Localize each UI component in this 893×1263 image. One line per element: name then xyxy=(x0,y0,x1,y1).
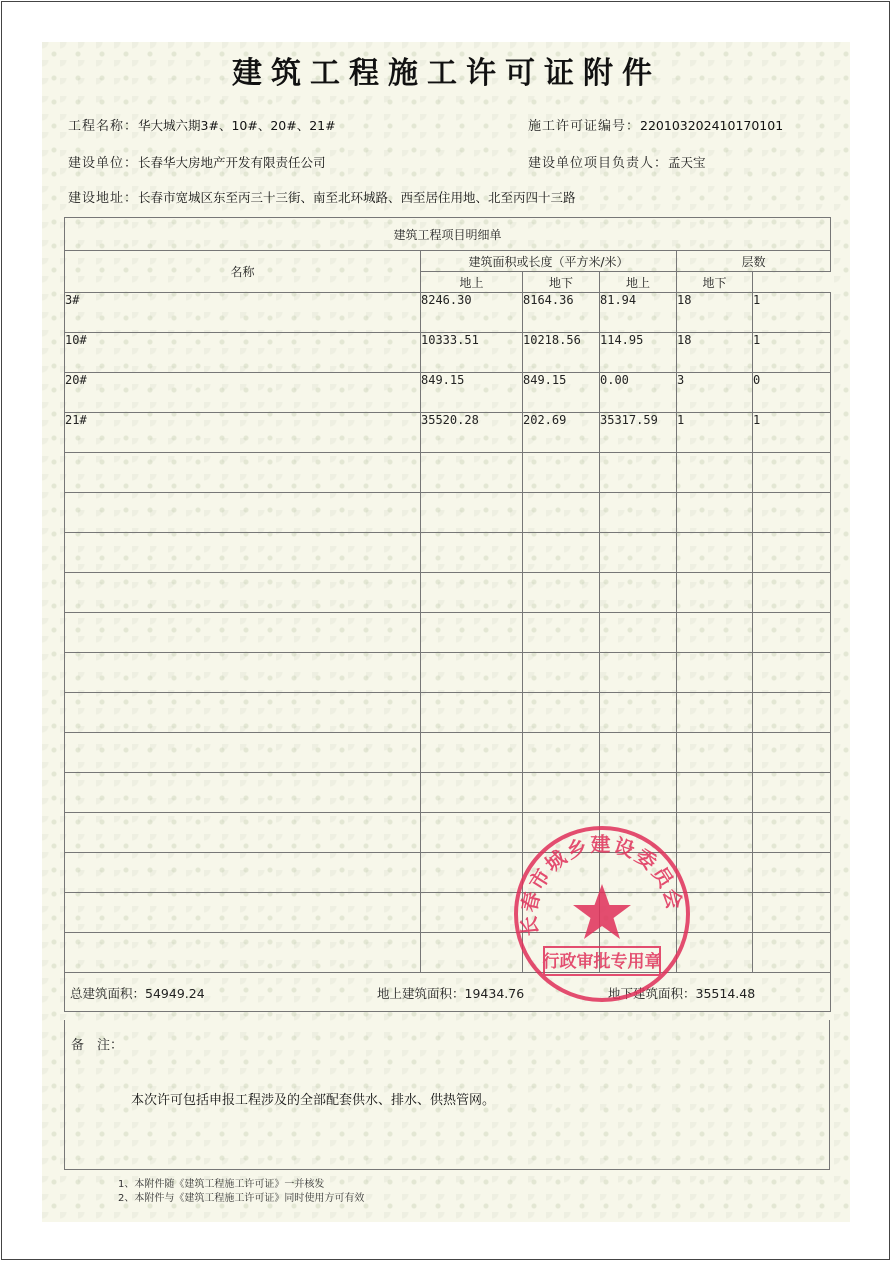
empty-cell xyxy=(677,653,753,693)
empty-cell xyxy=(523,493,600,533)
cell-floors-above: 18 xyxy=(677,293,753,333)
empty-cell xyxy=(65,573,421,613)
footnote-1: 1、本附件随《建筑工程施工许可证》一并核发 xyxy=(118,1179,325,1190)
empty-cell xyxy=(65,813,421,853)
empty-cell xyxy=(65,893,421,933)
empty-cell xyxy=(523,733,600,773)
empty-cell xyxy=(523,693,600,733)
column-header-area: 建筑面积或长度（平方米/米） xyxy=(421,251,677,272)
empty-cell xyxy=(600,533,677,573)
table-row xyxy=(65,373,831,413)
empty-table-row xyxy=(65,493,831,533)
empty-cell xyxy=(65,853,421,893)
project-manager-label: 建设单位项目负责人： xyxy=(528,156,669,171)
empty-table-row xyxy=(65,573,831,613)
cell-floors-above: 18 xyxy=(677,333,753,373)
permit-number-field xyxy=(528,115,783,134)
cell-floors-below: 1 xyxy=(753,333,831,373)
cell-name: 3# xyxy=(65,293,421,333)
empty-cell xyxy=(753,933,831,973)
builder-value: 长春华大房地产开发有限责任公司 xyxy=(138,155,326,170)
cell-name: 21# xyxy=(65,413,421,453)
empty-cell xyxy=(677,573,753,613)
builder-label: 建设单位： xyxy=(68,156,139,171)
empty-cell xyxy=(523,773,600,813)
remarks-text: 本次许可包括申报工程涉及的全部配套供水、排水、供热管网。 xyxy=(131,1093,496,1108)
empty-cell xyxy=(65,773,421,813)
empty-table-row xyxy=(65,893,831,933)
project-detail-table xyxy=(64,217,831,1012)
empty-table-row xyxy=(65,453,831,493)
cell-above: 849.15 xyxy=(523,373,600,413)
official-seal xyxy=(510,822,694,1006)
empty-cell xyxy=(753,493,831,533)
empty-cell xyxy=(753,733,831,773)
cell-total: 849.15 xyxy=(421,373,523,413)
subheader-floors-above: 地上 xyxy=(600,272,677,293)
empty-cell xyxy=(65,653,421,693)
document-title: 建筑工程施工许可证附件 xyxy=(232,56,661,91)
empty-cell xyxy=(753,853,831,893)
summary-row xyxy=(65,973,831,1012)
seal-bottom-text: 行政审批专用章 xyxy=(542,952,662,972)
address-label: 建设地址： xyxy=(68,191,139,206)
cell-floors-above: 1 xyxy=(677,413,753,453)
cell-below: 0.00 xyxy=(600,373,677,413)
empty-cell xyxy=(65,453,421,493)
total-area-label: 总建筑面积： xyxy=(70,986,146,1001)
seal-star-icon xyxy=(573,884,631,939)
subheader-area-above: 地上 xyxy=(421,272,523,293)
cell-floors-below: 0 xyxy=(753,373,831,413)
cell-below: 35317.59 xyxy=(600,413,677,453)
empty-cell xyxy=(421,693,523,733)
above-ground-area-field xyxy=(377,984,524,1002)
empty-table-row xyxy=(65,613,831,653)
empty-table-row xyxy=(65,653,831,693)
empty-cell xyxy=(677,693,753,733)
empty-cell xyxy=(421,533,523,573)
empty-cell xyxy=(600,733,677,773)
seal-arc-text: 长春市城乡建设委员会 xyxy=(516,832,688,938)
empty-cell xyxy=(677,453,753,493)
footnote-2: 2、本附件与《建筑工程施工许可证》同时使用方可有效 xyxy=(118,1193,365,1204)
builder-field xyxy=(68,152,326,171)
cell-name: 10# xyxy=(65,333,421,373)
cell-above: 8164.36 xyxy=(523,293,600,333)
empty-cell xyxy=(753,453,831,493)
empty-cell xyxy=(523,613,600,653)
empty-cell xyxy=(677,493,753,533)
empty-cell xyxy=(421,933,523,973)
cell-total: 35520.28 xyxy=(421,413,523,453)
empty-cell xyxy=(677,533,753,573)
empty-cell xyxy=(753,613,831,653)
cell-below: 114.95 xyxy=(600,333,677,373)
empty-cell xyxy=(677,733,753,773)
permit-number-value: 220103202410170101 xyxy=(640,118,784,133)
table-row xyxy=(65,333,831,373)
below-ground-area-label: 地下建筑面积： xyxy=(608,986,696,1001)
empty-cell xyxy=(600,493,677,533)
empty-cell xyxy=(421,613,523,653)
empty-cell xyxy=(421,813,523,853)
empty-cell xyxy=(65,693,421,733)
below-ground-area-value: 35514.48 xyxy=(695,986,756,1001)
column-header-name: 名称 xyxy=(65,251,421,293)
empty-cell xyxy=(753,693,831,733)
empty-cell xyxy=(753,653,831,693)
above-ground-area-value: 19434.76 xyxy=(464,986,525,1001)
empty-table-row xyxy=(65,693,831,733)
cell-above: 10218.56 xyxy=(523,333,600,373)
empty-cell xyxy=(65,613,421,653)
empty-table-row xyxy=(65,933,831,973)
cell-above: 202.69 xyxy=(523,413,600,453)
project-name-value: 华大城六期3#、10#、20#、21# xyxy=(138,118,336,133)
empty-cell xyxy=(600,693,677,733)
empty-cell xyxy=(753,533,831,573)
project-manager-field xyxy=(528,152,706,171)
project-name-field xyxy=(68,115,336,134)
empty-cell xyxy=(421,853,523,893)
empty-cell xyxy=(523,533,600,573)
table-row xyxy=(65,293,831,333)
empty-cell xyxy=(523,653,600,693)
empty-cell xyxy=(523,453,600,493)
empty-cell xyxy=(677,773,753,813)
column-header-floors: 层数 xyxy=(677,251,831,272)
empty-cell xyxy=(753,893,831,933)
empty-cell xyxy=(753,773,831,813)
remarks-box xyxy=(64,1020,830,1170)
permit-number-label: 施工许可证编号： xyxy=(528,119,641,134)
remarks-label: 备 注： xyxy=(71,1038,124,1053)
empty-cell xyxy=(523,573,600,613)
total-area-value: 54949.24 xyxy=(145,986,205,1001)
empty-cell xyxy=(421,453,523,493)
table-row xyxy=(65,413,831,453)
total-area-field xyxy=(70,984,205,1002)
address-field xyxy=(68,187,576,206)
empty-cell xyxy=(600,653,677,693)
empty-cell xyxy=(65,533,421,573)
empty-cell xyxy=(65,733,421,773)
empty-cell xyxy=(677,613,753,653)
empty-cell xyxy=(421,573,523,613)
cell-floors-below: 1 xyxy=(753,293,831,333)
project-name-label: 工程名称： xyxy=(68,119,139,134)
empty-cell xyxy=(65,493,421,533)
empty-cell xyxy=(600,613,677,653)
empty-cell xyxy=(753,813,831,853)
empty-table-row xyxy=(65,533,831,573)
above-ground-area-label: 地上建筑面积： xyxy=(377,986,465,1001)
empty-table-row xyxy=(65,813,831,853)
empty-cell xyxy=(421,893,523,933)
empty-table-row xyxy=(65,773,831,813)
empty-cell xyxy=(600,773,677,813)
cell-name: 20# xyxy=(65,373,421,413)
empty-cell xyxy=(421,773,523,813)
table-caption: 建筑工程项目明细单 xyxy=(65,218,831,251)
cell-floors-above: 3 xyxy=(677,373,753,413)
subheader-area-below: 地下 xyxy=(523,272,600,293)
empty-cell xyxy=(753,573,831,613)
empty-cell xyxy=(600,453,677,493)
empty-table-row xyxy=(65,733,831,773)
empty-cell xyxy=(421,493,523,533)
empty-table-row xyxy=(65,853,831,893)
cell-below: 81.94 xyxy=(600,293,677,333)
cell-total: 8246.30 xyxy=(421,293,523,333)
address-value: 长春市宽城区东至丙三十三街、南至北环城路、西至居住用地、北至丙四十三路 xyxy=(138,190,576,205)
empty-cell xyxy=(421,733,523,773)
subheader-floors-below: 地下 xyxy=(677,272,753,293)
cell-total: 10333.51 xyxy=(421,333,523,373)
empty-cell xyxy=(65,933,421,973)
cell-floors-below: 1 xyxy=(753,413,831,453)
empty-cell xyxy=(600,573,677,613)
empty-cell xyxy=(421,653,523,693)
project-manager-value: 孟天宝 xyxy=(668,155,706,170)
